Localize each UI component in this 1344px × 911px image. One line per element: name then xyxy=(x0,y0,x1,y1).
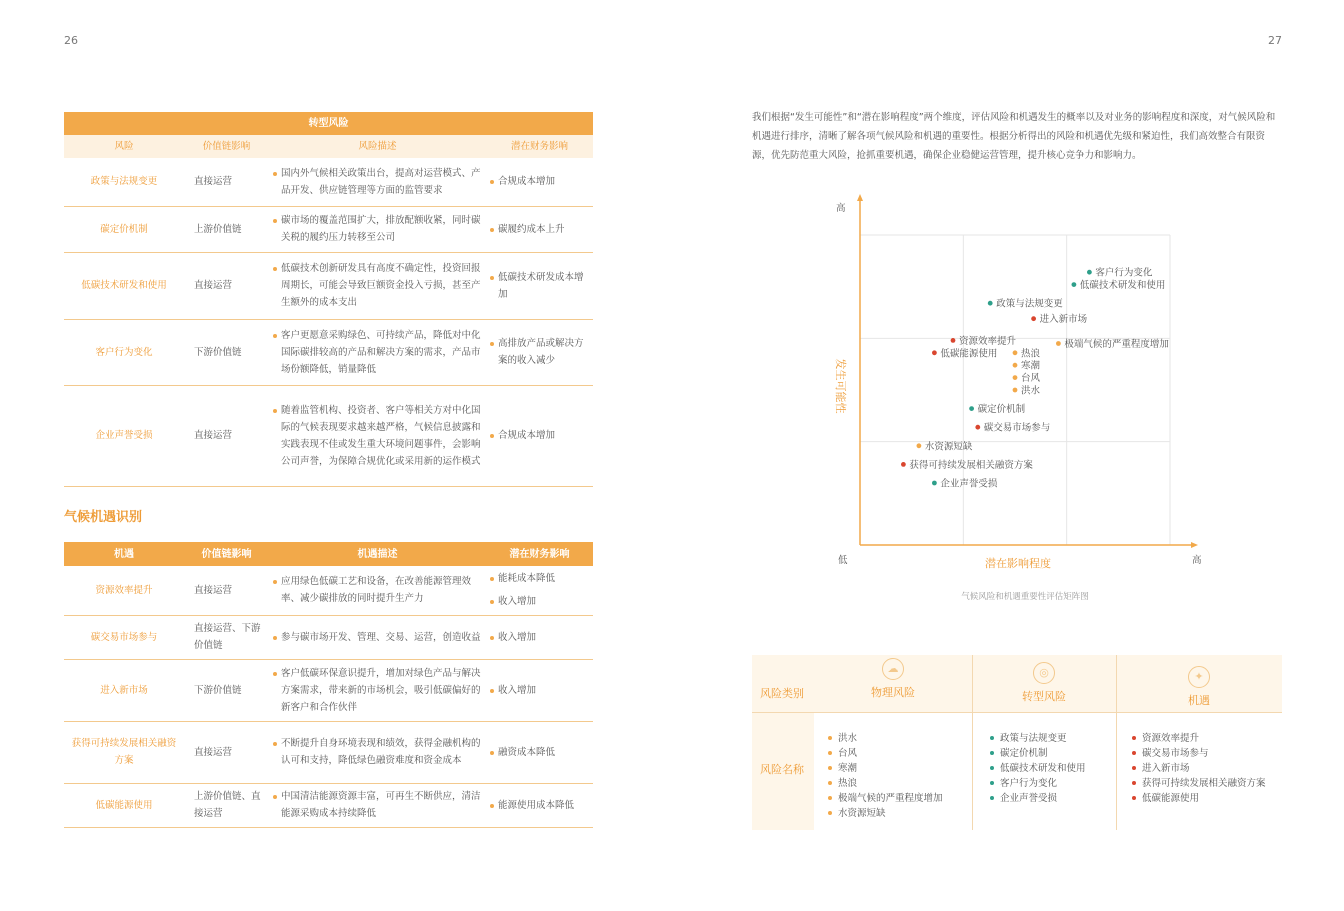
list-item: 水资源短缺 xyxy=(828,806,943,821)
list-item: 碳交易市场参与 xyxy=(1132,746,1266,761)
x-axis-arrow xyxy=(1191,542,1198,548)
opportunity-name: 进入新市场 xyxy=(100,684,148,696)
impact-text: 合规成本增加 xyxy=(490,173,589,190)
physical-risk-header xyxy=(814,655,972,711)
opportunity-name: 低碳能源使用 xyxy=(95,799,153,811)
description-text: 参与碳市场开发、管理、交易、运营，创造收益 xyxy=(273,629,482,646)
list-item: 洪水 xyxy=(828,731,943,746)
table-row xyxy=(64,566,593,615)
column-header: 价值链影响 xyxy=(184,135,269,158)
opportunity-header xyxy=(1116,663,1282,719)
data-point-label: 进入新市场 xyxy=(1039,314,1088,326)
description-text: 随着监管机构、投资者、客户等相关方对中化国际的气候表现要求越来越严格，气候信息披露和实践表现不佳或发生重大环境问题事件，会影响公司声誉，为保障合规优化或采用新的运作模式 xyxy=(273,402,482,470)
column-header: 价值链影响 xyxy=(184,542,269,566)
data-point xyxy=(932,481,937,486)
table-row xyxy=(64,615,593,659)
risk-name: 企业声誉受损 xyxy=(95,430,153,441)
divider xyxy=(752,712,1282,713)
data-point-label: 水资源短缺 xyxy=(924,441,973,453)
opportunity-table xyxy=(64,542,593,828)
intro-paragraph: 我们根据“发生可能性”和“潜在影响程度”两个维度，评估风险和机遇发生的概率以及对业务的影响程度和深度，对气候风险和机遇进行排序，清晰了解各项气候风险和机遇的重要性。根据分析得出的风险和机遇优先级和紧迫性，我们高效整合有限资源，优先防范重大风险，抢抓重要机遇，确保企业稳健运营管理，提升核心竞争力和影响力。 xyxy=(752,112,1276,161)
data-point xyxy=(988,301,993,306)
list-item: 台风 xyxy=(828,746,943,761)
list-item: 低碳技术研发和使用 xyxy=(990,761,1086,776)
opportunity-description xyxy=(269,615,486,659)
data-point-label: 热浪 xyxy=(1021,348,1041,360)
data-point-label: 获得可持续发展相关融资方案 xyxy=(909,459,1033,471)
risk-description xyxy=(269,252,486,319)
risk-opportunity-matrix xyxy=(820,190,1220,575)
data-point xyxy=(1031,316,1036,321)
description-text: 国内外气候相关政策出台，提高对运营模式、产品开发、供应链管理等方面的监管要求 xyxy=(273,165,482,199)
value-chain: 上游价值链、直接运营 xyxy=(194,791,261,819)
value-chain: 直接运营 xyxy=(194,746,233,758)
table-row xyxy=(64,206,593,252)
risk-name: 碳定价机制 xyxy=(100,223,148,235)
data-point xyxy=(1013,375,1018,380)
value-chain: 直接运营 xyxy=(194,176,233,188)
data-point-label: 极端气候的严重程度增加 xyxy=(1064,339,1169,350)
risk-name: 政策与法规变更 xyxy=(90,176,158,188)
cloud-wave-icon: ☁ xyxy=(882,658,904,680)
financial-impact xyxy=(486,659,593,721)
page-number-right: 27 xyxy=(1268,34,1282,47)
column-header: 潜在财务影响 xyxy=(486,542,593,566)
list-item: 客户行为变化 xyxy=(990,776,1086,791)
financial-impact xyxy=(486,206,593,252)
y-axis-label: 发生可能性 xyxy=(834,358,847,414)
list-item: 进入新市场 xyxy=(1132,761,1266,776)
transition-risk-list xyxy=(990,731,1086,806)
value-chain: 上游价值链 xyxy=(194,223,242,235)
column-header: 潜在财务影响 xyxy=(486,135,593,158)
data-point xyxy=(901,462,906,467)
table-title-row xyxy=(64,112,593,135)
y-tick-label: 高 xyxy=(836,203,846,214)
value-chain: 直接运营 xyxy=(194,280,233,291)
data-point-label: 资源效率提升 xyxy=(959,335,1017,347)
value-chain: 直接运营 xyxy=(194,430,233,441)
table-row xyxy=(64,319,593,385)
impact-text: 合规成本增加 xyxy=(490,427,589,444)
row-label-column xyxy=(752,655,814,830)
financial-impact xyxy=(486,566,593,615)
list-item: 低碳能源使用 xyxy=(1132,791,1266,806)
data-point xyxy=(969,406,974,411)
x-tick-label: 低 xyxy=(838,555,848,566)
data-point xyxy=(932,350,937,355)
table-row xyxy=(64,385,593,486)
impact-text: 收入增加 xyxy=(490,629,589,646)
data-point xyxy=(975,425,980,430)
table-title: 转型风险 xyxy=(64,112,593,135)
divider xyxy=(1116,655,1117,830)
risk-name: 低碳技术研发和使用 xyxy=(81,280,167,291)
divider xyxy=(972,655,973,830)
opportunity-description xyxy=(269,566,486,615)
financial-impact xyxy=(486,158,593,206)
description-text: 应用绿色低碳工艺和设备，在改善能源管理效率、减少碳排放的同时提升生产力 xyxy=(273,573,482,607)
description-text: 客户更愿意采购绿色、可持续产品，降低对中化国际碳排较高的产品和解决方案的需求，产品市场份额降低，销量降低 xyxy=(273,327,482,378)
value-chain: 直接运营 xyxy=(194,584,233,596)
column-header: 机遇描述 xyxy=(269,542,486,566)
lightbulb-icon: ✦ xyxy=(1188,666,1210,688)
impact-text: 能源使用成本降低 xyxy=(490,797,589,814)
data-point-label: 碳定价机制 xyxy=(977,404,1026,416)
table-row xyxy=(64,158,593,206)
financial-impact xyxy=(486,721,593,783)
risk-name: 客户行为变化 xyxy=(95,346,153,358)
opportunity-description xyxy=(269,721,486,783)
table-row xyxy=(64,721,593,783)
data-point xyxy=(951,338,956,343)
list-item: 碳定价机制 xyxy=(990,746,1086,761)
opportunity-name: 获得可持续发展相关融资方案 xyxy=(71,738,177,766)
table-row xyxy=(64,252,593,319)
transition-risk-table xyxy=(64,112,593,487)
impact-text: 能耗成本降低 xyxy=(490,570,589,587)
value-chain: 下游价值链 xyxy=(194,684,242,696)
impact-text: 融资成本降低 xyxy=(490,744,589,761)
data-point-label: 低碳能源使用 xyxy=(940,348,998,360)
data-point-label: 客户行为变化 xyxy=(1095,267,1153,279)
impact-text: 收入增加 xyxy=(490,593,589,610)
list-item: 政策与法规变更 xyxy=(990,731,1086,746)
risk-description xyxy=(269,206,486,252)
data-point xyxy=(1013,363,1018,368)
data-point-label: 碳交易市场参与 xyxy=(983,422,1051,434)
impact-text: 低碳技术研发成本增加 xyxy=(490,269,589,303)
opportunity-description xyxy=(269,659,486,721)
impact-text: 高排放产品或解决方案的收入减少 xyxy=(490,335,589,369)
financial-impact xyxy=(486,319,593,385)
list-item: 寒潮 xyxy=(828,761,943,776)
description-text: 不断提升自身环境表现和绩效，获得金融机构的认可和支持，降低绿色融资难度和资金成本 xyxy=(273,735,482,769)
y-axis-arrow xyxy=(857,194,863,201)
financial-impact xyxy=(486,615,593,659)
financial-impact xyxy=(486,385,593,486)
data-point xyxy=(1013,350,1018,355)
chart-caption: 气候风险和机遇重要性评估矩阵图 xyxy=(961,592,1089,602)
table-row xyxy=(64,783,593,827)
column-header: 机遇 xyxy=(64,542,184,566)
data-point-label: 企业声誉受损 xyxy=(940,478,998,490)
risk-description xyxy=(269,385,486,486)
data-point-label: 低碳技术研发和使用 xyxy=(1079,280,1166,292)
column-title: 机遇 xyxy=(1188,694,1210,707)
physical-risk-list xyxy=(828,731,943,821)
list-item: 极端气候的严重程度增加 xyxy=(828,791,943,806)
transition-risk-header xyxy=(972,659,1116,715)
list-item: 资源效率提升 xyxy=(1132,731,1266,746)
data-point xyxy=(917,443,922,448)
data-point-label: 台风 xyxy=(1021,373,1041,385)
section-title: 气候机遇识别 xyxy=(64,510,143,525)
x-tick-label: 高 xyxy=(1192,555,1202,566)
data-point xyxy=(1056,341,1061,346)
risk-description xyxy=(269,158,486,206)
financial-impact xyxy=(486,783,593,827)
page-number-left: 26 xyxy=(64,34,78,47)
impact-text: 收入增加 xyxy=(490,682,589,699)
table-header-row xyxy=(64,135,593,158)
table-header-row xyxy=(64,542,593,566)
description-text: 中国清洁能源资源丰富，可再生不断供应，清洁能源采购成本持续降低 xyxy=(273,788,482,822)
data-point xyxy=(1013,388,1018,393)
list-item: 企业声誉受损 xyxy=(990,791,1086,806)
data-point xyxy=(1087,270,1092,275)
transition-icon: ◎ xyxy=(1033,662,1055,684)
column-header: 风险 xyxy=(64,135,184,158)
value-chain: 直接运营、下游价值链 xyxy=(194,623,261,651)
column-title: 转型风险 xyxy=(1022,690,1066,703)
risk-description xyxy=(269,319,486,385)
data-point xyxy=(1072,282,1077,287)
data-point-label: 寒潮 xyxy=(1021,360,1041,372)
row-label-category: 风险类别 xyxy=(760,687,804,700)
list-item: 热浪 xyxy=(828,776,943,791)
data-point-label: 洪水 xyxy=(1021,385,1041,397)
value-chain: 下游价值链 xyxy=(194,346,242,358)
risk-category-table xyxy=(752,655,1282,830)
opportunity-name: 碳交易市场参与 xyxy=(90,631,158,643)
financial-impact xyxy=(486,252,593,319)
data-point-label: 政策与法规变更 xyxy=(996,298,1063,310)
description-text: 客户低碳环保意识提升，增加对绿色产品与解决方案需求，带来新的市场机会，吸引低碳偏好的新客户和合作伙伴 xyxy=(273,665,482,716)
opportunity-list xyxy=(1132,731,1266,806)
table-row xyxy=(64,659,593,721)
column-title: 物理风险 xyxy=(871,686,915,699)
row-label-names: 风险名称 xyxy=(760,763,804,776)
opportunity-description xyxy=(269,783,486,827)
description-text: 碳市场的覆盖范围扩大，排放配额收紧，同时碳关税的履约压力转移至公司 xyxy=(273,212,482,246)
column-header: 风险描述 xyxy=(269,135,486,158)
impact-text: 碳履约成本上升 xyxy=(490,221,589,238)
opportunity-name: 资源效率提升 xyxy=(95,584,153,596)
x-axis-label: 潜在影响程度 xyxy=(985,557,1051,570)
description-text: 低碳技术创新研发具有高度不确定性，投资回报周期长，可能会导致巨额资金投入亏损，甚至产生额外的成本支出 xyxy=(273,260,482,311)
list-item: 获得可持续发展相关融资方案 xyxy=(1132,776,1266,791)
